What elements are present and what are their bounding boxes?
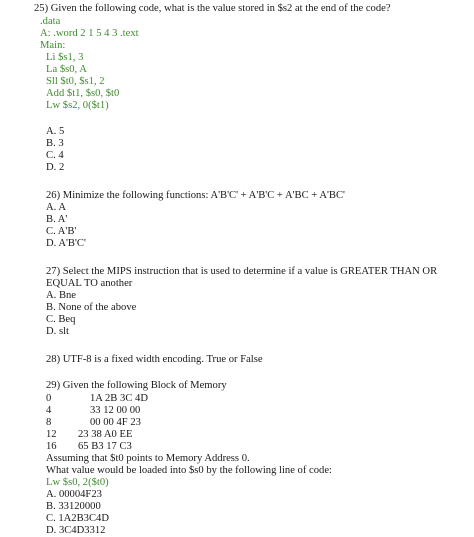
- q25-code-line-6: Sll $t0, $s1, 2: [46, 76, 105, 87]
- memory-address: 12: [46, 429, 57, 440]
- q29-option-a: A. 00004F23: [46, 489, 102, 500]
- q29-question: 29) Given the following Block of Memory: [46, 380, 227, 391]
- q26-question: 26) Minimize the following functions: A'B'C' + A'B'C + A'BC + A'BC': [46, 190, 345, 201]
- memory-bytes: 1A 2B 3C 4D: [90, 393, 148, 404]
- q29-code-line: Lw $s0, 2($t0): [46, 477, 109, 488]
- memory-bytes: 65 B3 17 C3: [78, 441, 132, 452]
- q29-option-b: B. 33120000: [46, 501, 101, 512]
- q25-code-line-3: Main:: [40, 40, 66, 51]
- q25-code-line-4: Li $s1, 3: [46, 52, 84, 63]
- q25-option-b: B. 3: [46, 138, 64, 149]
- q25-code-line-7: Add $t1, $s0, $t0: [46, 88, 120, 99]
- memory-address: 8: [46, 417, 52, 428]
- q28-question: 28) UTF-8 is a fixed width encoding. True or False: [46, 354, 263, 365]
- q25-option-d: D. 2: [46, 162, 65, 173]
- q25-code-line-2: A: .word 2 1 5 4 3 .text: [40, 28, 139, 39]
- q27-option-c: C. Beq: [46, 314, 76, 325]
- q26-option-b: B. A': [46, 214, 68, 225]
- q27-question-line-2: EQUAL TO another: [46, 278, 133, 289]
- q29-option-c: C. 1A2B3C4D: [46, 513, 109, 524]
- memory-bytes: 33 12 00 00: [90, 405, 141, 416]
- q27-question-line-1: 27) Select the MIPS instruction that is used to determine if a value is GREATER THAN OR: [46, 266, 438, 277]
- q29-prompt: What value would be loaded into $s0 by the following line of code:: [46, 465, 332, 476]
- q26-option-c: C. A'B': [46, 226, 77, 237]
- q25-option-a: A. 5: [46, 126, 65, 137]
- q25-code-line-5: La $s0, A: [46, 64, 87, 75]
- q27-option-d: D. slt: [46, 326, 69, 337]
- q29-option-d: D. 3C4D3312: [46, 525, 106, 536]
- q26-option-d: D. A'B'C': [46, 238, 86, 249]
- memory-bytes: 00 00 4F 23: [90, 417, 141, 428]
- q25-option-c: C. 4: [46, 150, 64, 161]
- memory-bytes: 23 38 A0 EE: [78, 429, 133, 440]
- q27-option-b: B. None of the above: [46, 302, 137, 313]
- q26-option-a: A. A: [46, 202, 67, 213]
- q27-option-a: A. Bne: [46, 290, 77, 301]
- q25-code-line-8: Lw $s2, 0($t1): [46, 100, 109, 111]
- q29-assumption: Assuming that $t0 points to Memory Address 0.: [46, 453, 250, 464]
- q25-question: 25) Given the following code, what is the value stored in $s2 at the end of the code?: [34, 3, 391, 14]
- q25-code-line-1: .data: [40, 16, 61, 27]
- memory-address: 16: [46, 441, 57, 452]
- memory-address: 4: [46, 405, 52, 416]
- memory-address: 0: [46, 393, 52, 404]
